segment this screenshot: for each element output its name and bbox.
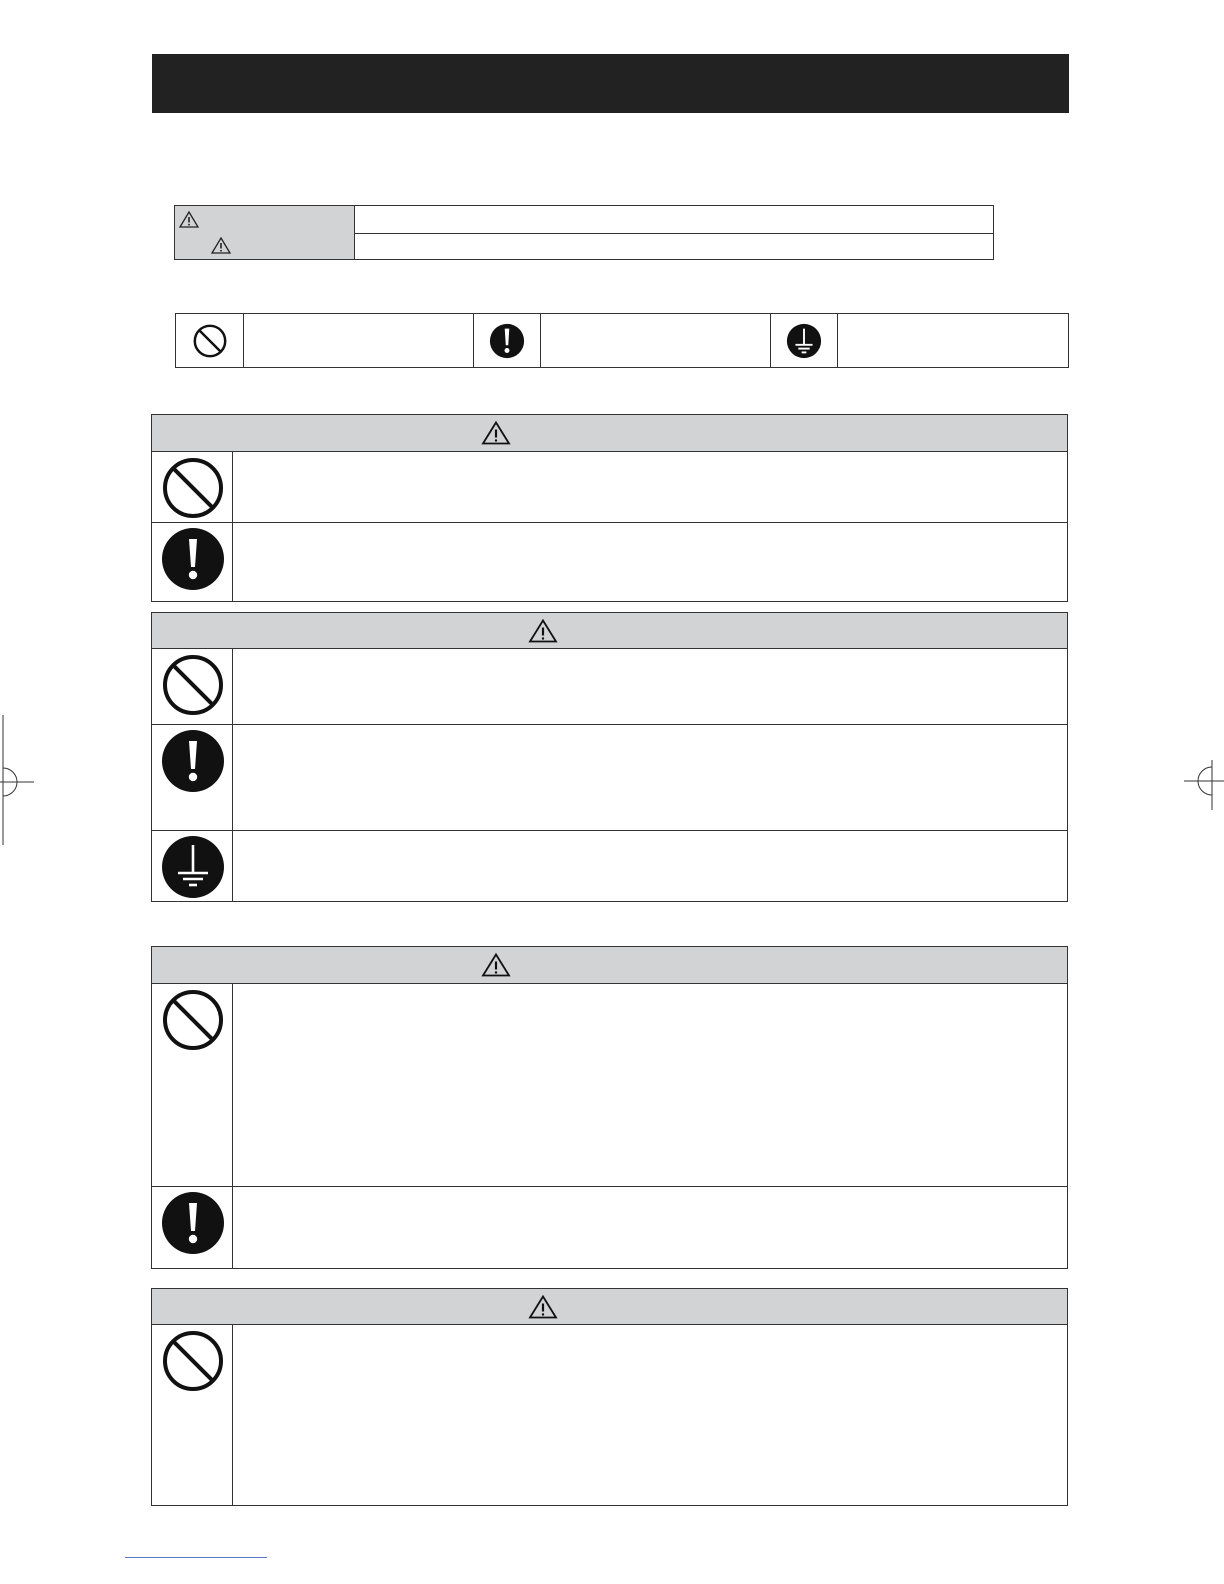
symbol-icon-cell [474, 314, 541, 367]
mandatory-action-icon [161, 527, 225, 591]
registration-mark-icon [1184, 760, 1224, 810]
item-icon-cell [152, 984, 233, 1186]
ground-icon [785, 322, 823, 360]
symbol-icon-cell [771, 314, 838, 367]
warning-section [151, 1288, 1068, 1506]
warning-item-row [152, 522, 1067, 601]
mandatory-action-icon [488, 322, 526, 360]
warning-triangle-icon [528, 1294, 558, 1319]
warning-triangle-icon [211, 237, 231, 254]
warning-section [151, 946, 1068, 1269]
symbol-icon-cell [176, 314, 244, 367]
symbol-text-cell [541, 314, 771, 367]
mandatory-action-icon [161, 729, 225, 793]
prohibited-icon [161, 456, 225, 520]
footer-line [125, 1557, 267, 1558]
section-header [152, 1289, 1067, 1325]
legend-row [175, 233, 993, 259]
warning-item-row [152, 1186, 1067, 1268]
warning-triangle-icon [179, 211, 199, 228]
warning-section [151, 414, 1068, 602]
warning-item-row [152, 984, 1067, 1186]
section-header [152, 415, 1067, 452]
warning-triangle-icon [528, 618, 558, 643]
prohibited-icon [191, 322, 229, 360]
item-icon-cell [152, 1325, 233, 1505]
prohibited-icon [161, 1329, 225, 1393]
section-header [152, 947, 1067, 984]
warning-item-row [152, 649, 1067, 724]
mandatory-action-icon [161, 1191, 225, 1255]
title-bar [152, 54, 1069, 113]
item-icon-cell [152, 1187, 233, 1268]
prohibited-icon [161, 653, 225, 717]
signal-word-legend-table [174, 205, 994, 260]
item-icon-cell [152, 831, 233, 901]
symbol-text-cell [244, 314, 474, 367]
legend-label-cell [175, 206, 355, 233]
warning-triangle-icon [481, 421, 511, 446]
symbol-text-cell [838, 314, 1068, 367]
registration-mark-icon [0, 715, 40, 845]
item-icon-cell [152, 523, 233, 601]
warning-item-row [152, 830, 1067, 901]
item-icon-cell [152, 649, 233, 724]
item-icon-cell [152, 725, 233, 830]
warning-item-row [152, 1325, 1067, 1505]
legend-row [175, 206, 993, 234]
item-icon-cell [152, 452, 233, 522]
warning-item-row [152, 452, 1067, 522]
warning-section [151, 612, 1068, 902]
warning-item-row [152, 724, 1067, 830]
prohibited-icon [161, 988, 225, 1052]
ground-icon [161, 835, 225, 899]
legend-label-cell [175, 233, 355, 259]
warning-triangle-icon [481, 953, 511, 978]
symbol-legend-table [175, 313, 1069, 368]
section-header [152, 613, 1067, 649]
